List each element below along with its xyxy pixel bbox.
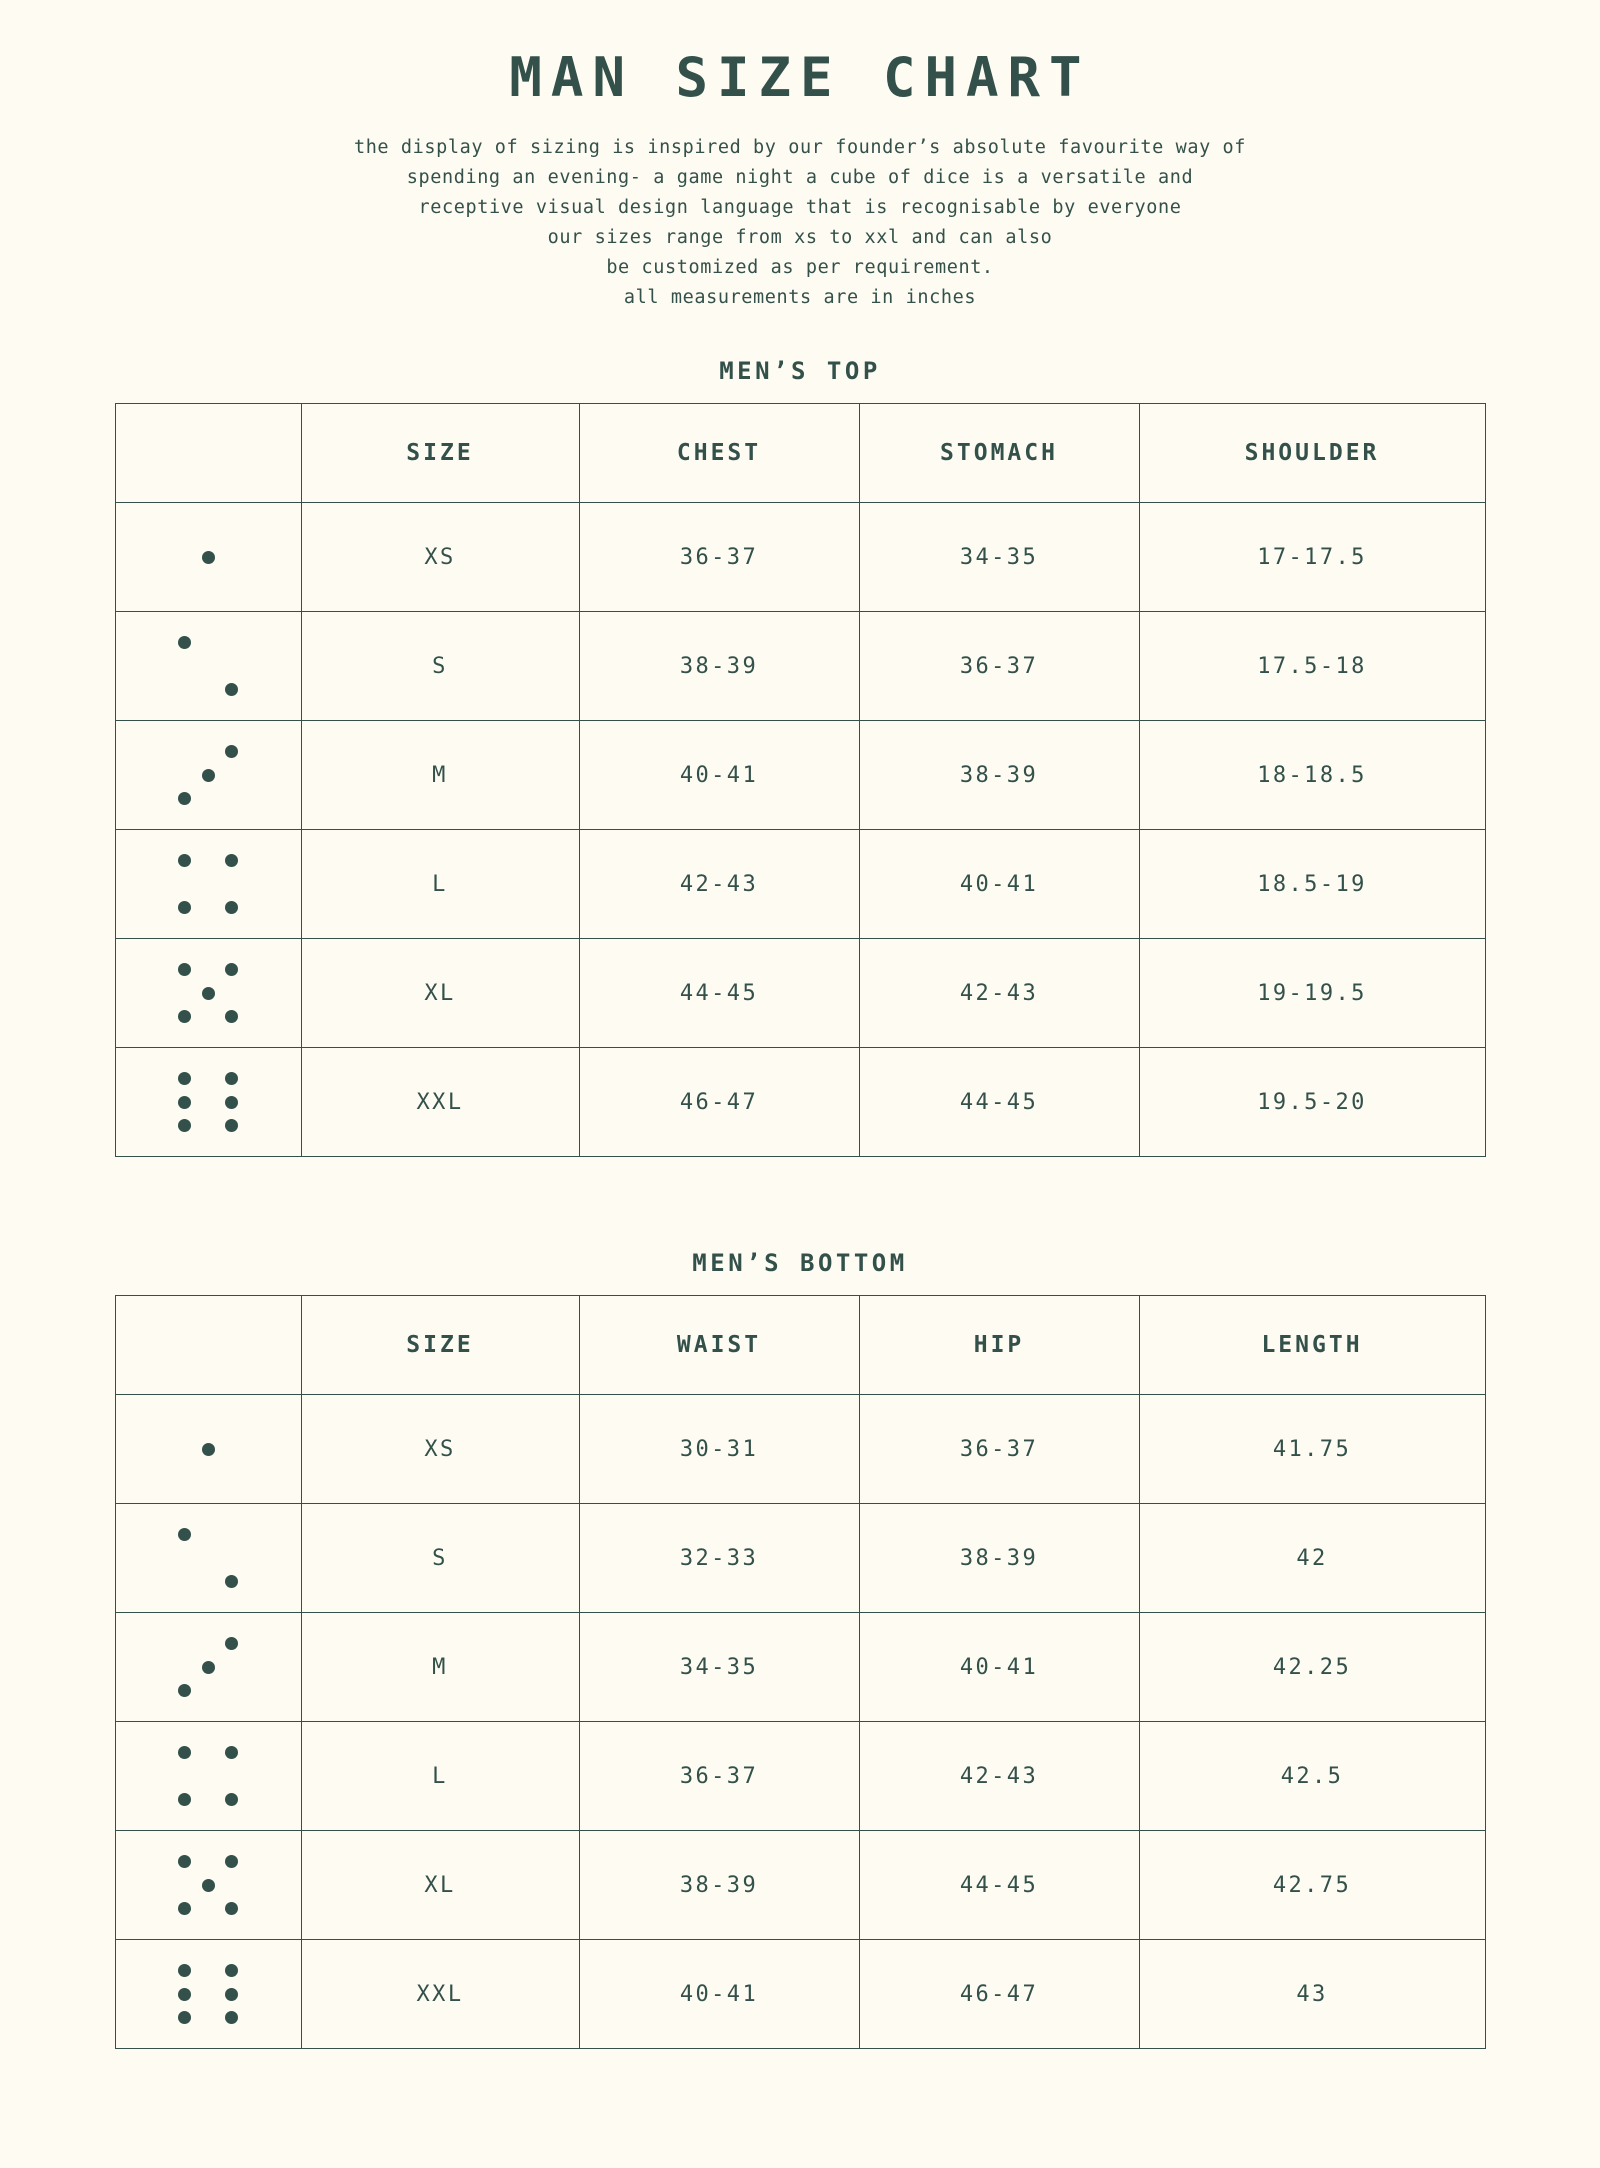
- cell-size: L: [301, 1722, 579, 1831]
- column-header-hip: HIP: [859, 1296, 1139, 1395]
- column-header-chest: CHEST: [579, 404, 859, 503]
- intro-line-6: all measurements are in inches: [623, 287, 977, 309]
- cell-length: 42: [1139, 1504, 1485, 1613]
- cell-stomach: 38-39: [859, 721, 1139, 830]
- table-row: [115, 1395, 1485, 1504]
- cell-stomach: 42-43: [859, 939, 1139, 1048]
- cell-chest: 40-41: [579, 721, 859, 830]
- column-header-size: SIZE: [301, 404, 579, 503]
- dice-icon: [115, 1048, 301, 1157]
- cell-shoulder: 18.5-19: [1139, 830, 1485, 939]
- cell-waist: 34-35: [579, 1613, 859, 1722]
- column-header-stomach: STOMACH: [859, 404, 1139, 503]
- cell-chest: 46-47: [579, 1048, 859, 1157]
- intro-line-4: our sizes range from xs to xxl and can also: [547, 227, 1053, 249]
- table-row: [115, 1831, 1485, 1940]
- intro-line-3: receptive visual design language that is recognisable by everyone: [418, 197, 1182, 219]
- dice-icon: [115, 612, 301, 721]
- cell-size: XXL: [301, 1940, 579, 2049]
- cell-hip: 40-41: [859, 1613, 1139, 1722]
- section-spacer: [114, 1157, 1486, 1249]
- mens-top-heading: MEN’S TOP: [719, 357, 881, 386]
- column-header-size: SIZE: [301, 1296, 579, 1395]
- table-row: [115, 1722, 1485, 1831]
- cell-stomach: 36-37: [859, 612, 1139, 721]
- cell-waist: 30-31: [579, 1395, 859, 1504]
- intro-line-2: spending an evening- a game night a cube of dice is a versatile and: [406, 167, 1194, 189]
- intro-paragraph: [230, 133, 1370, 313]
- page-title: MAN SIZE CHART: [509, 46, 1091, 109]
- table-row: [115, 1613, 1485, 1722]
- cell-length: 43: [1139, 1940, 1485, 2049]
- cell-chest: 36-37: [579, 503, 859, 612]
- table-row: [115, 830, 1485, 939]
- mens-top-table: [115, 403, 1486, 1157]
- cell-size: XL: [301, 939, 579, 1048]
- dice-icon: [115, 1722, 301, 1831]
- table-row: [115, 721, 1485, 830]
- dice-icon: [115, 503, 301, 612]
- cell-hip: 36-37: [859, 1395, 1139, 1504]
- dice-icon: [115, 1504, 301, 1613]
- cell-hip: 42-43: [859, 1722, 1139, 1831]
- cell-waist: 36-37: [579, 1722, 859, 1831]
- cell-hip: 38-39: [859, 1504, 1139, 1613]
- cell-size: XL: [301, 1831, 579, 1940]
- mens-bottom-table: [115, 1295, 1486, 2049]
- intro-line-5: be customized as per requirement.: [606, 257, 994, 279]
- cell-size: XS: [301, 503, 579, 612]
- cell-hip: 46-47: [859, 1940, 1139, 2049]
- cell-length: 41.75: [1139, 1395, 1485, 1504]
- dice-icon: [115, 1831, 301, 1940]
- table-header-row: [115, 1296, 1485, 1395]
- cell-stomach: 44-45: [859, 1048, 1139, 1157]
- dice-icon: [115, 1940, 301, 2049]
- cell-length: 42.5: [1139, 1722, 1485, 1831]
- cell-size: M: [301, 721, 579, 830]
- dice-icon: [115, 939, 301, 1048]
- column-header-shoulder: SHOULDER: [1139, 404, 1485, 503]
- table-header-row: [115, 404, 1485, 503]
- dice-icon: [115, 1395, 301, 1504]
- cell-shoulder: 19.5-20: [1139, 1048, 1485, 1157]
- mens-bottom-heading: MEN’S BOTTOM: [692, 1249, 908, 1278]
- column-header-dice: [115, 1296, 301, 1395]
- intro-line-1: the display of sizing is inspired by our founder’s absolute favourite way of: [353, 137, 1247, 159]
- table-row: [115, 1940, 1485, 2049]
- cell-chest: 44-45: [579, 939, 859, 1048]
- table-row: [115, 1504, 1485, 1613]
- table-row: [115, 1048, 1485, 1157]
- cell-shoulder: 17.5-18: [1139, 612, 1485, 721]
- cell-length: 42.75: [1139, 1831, 1485, 1940]
- table-row: [115, 503, 1485, 612]
- cell-chest: 42-43: [579, 830, 859, 939]
- cell-waist: 38-39: [579, 1831, 859, 1940]
- cell-shoulder: 17-17.5: [1139, 503, 1485, 612]
- dice-icon: [115, 830, 301, 939]
- cell-shoulder: 18-18.5: [1139, 721, 1485, 830]
- column-header-waist: WAIST: [579, 1296, 859, 1395]
- cell-size: XS: [301, 1395, 579, 1504]
- cell-size: L: [301, 830, 579, 939]
- cell-waist: 40-41: [579, 1940, 859, 2049]
- cell-length: 42.25: [1139, 1613, 1485, 1722]
- cell-size: S: [301, 612, 579, 721]
- table-row: [115, 612, 1485, 721]
- cell-stomach: 34-35: [859, 503, 1139, 612]
- cell-shoulder: 19-19.5: [1139, 939, 1485, 1048]
- dice-icon: [115, 1613, 301, 1722]
- cell-size: M: [301, 1613, 579, 1722]
- column-header-length: LENGTH: [1139, 1296, 1485, 1395]
- cell-size: S: [301, 1504, 579, 1613]
- cell-stomach: 40-41: [859, 830, 1139, 939]
- table-row: [115, 939, 1485, 1048]
- column-header-dice: [115, 404, 301, 503]
- cell-size: XXL: [301, 1048, 579, 1157]
- cell-waist: 32-33: [579, 1504, 859, 1613]
- cell-chest: 38-39: [579, 612, 859, 721]
- dice-icon: [115, 721, 301, 830]
- cell-hip: 44-45: [859, 1831, 1139, 1940]
